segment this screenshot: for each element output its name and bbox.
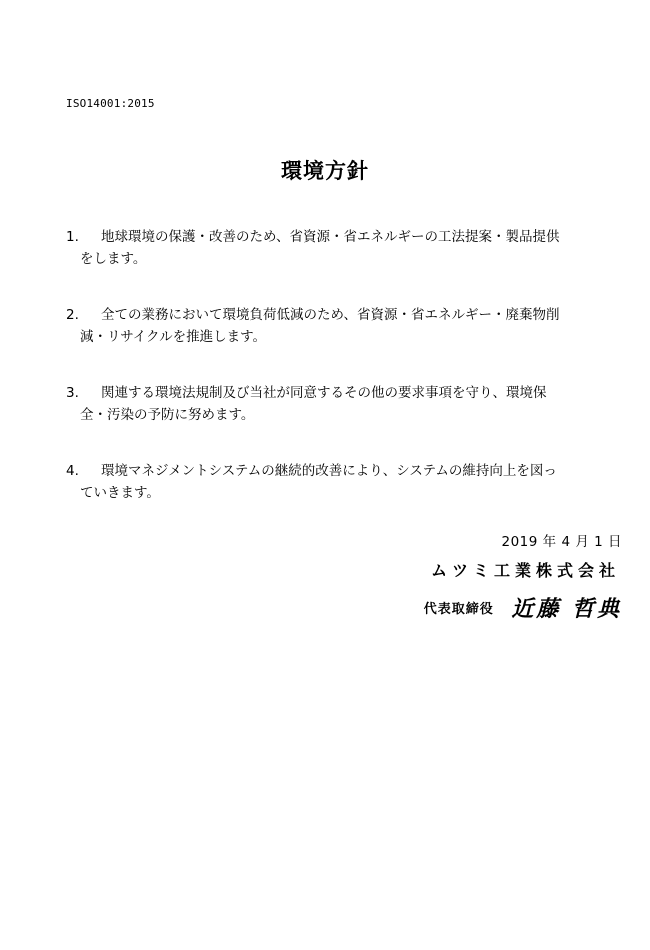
policy-item-1 — [66, 226, 566, 270]
policy-number: 1. — [66, 229, 79, 245]
policy-text: 地球環境の保護・改善のため、省資源・省エネルギーの工法提案・製品提供をします。 — [80, 229, 560, 267]
page-title: 環境方針 — [281, 159, 369, 183]
policy-text: 全ての業務において環境負荷低減のため、省資源・省エネルギー・廃棄物削減・リサイクルを推進します。 — [80, 307, 560, 345]
policy-item-3 — [66, 382, 566, 426]
policy-item-2 — [66, 304, 566, 348]
policy-number: 4. — [66, 463, 79, 479]
issue-date: 2019 年 4 月 1 日 — [501, 534, 622, 550]
representative-title: 代表取締役 — [423, 602, 494, 617]
policy-list — [66, 226, 566, 538]
signature-block — [424, 592, 622, 623]
policy-item-4 — [66, 460, 566, 504]
representative-name: 近藤 哲典 — [511, 596, 622, 622]
standard-label: ISO14001:2015 — [66, 97, 155, 110]
company-name: ムツミ工業株式会社 — [430, 561, 620, 580]
policy-number: 2. — [66, 307, 79, 323]
policy-number: 3. — [66, 385, 79, 401]
policy-text: 環境マネジメントシステムの継続的改善により、システムの維持向上を図っていきます。 — [80, 463, 557, 501]
policy-text: 関連する環境法規制及び当社が同意するその他の要求事項を守り、環境保全・汚染の予防に努めます。 — [80, 385, 547, 423]
